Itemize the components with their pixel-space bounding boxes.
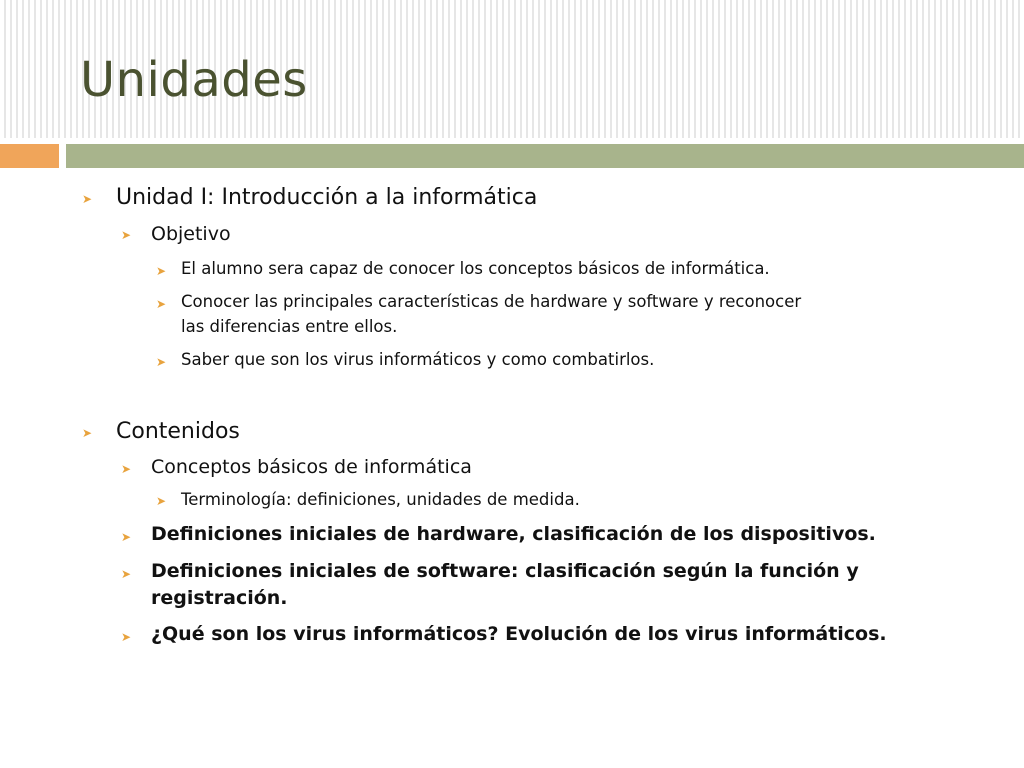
bullet-chevron-icon: ➤ bbox=[121, 530, 132, 544]
bullet-chevron-icon: ➤ bbox=[121, 228, 132, 242]
bullet-software-cont: registración. bbox=[151, 587, 288, 609]
bullet-objetivo-2-cont: las diferencias entre ellos. bbox=[181, 317, 398, 336]
bullet-objetivo-2: Conocer las principales características de hardware y software y reconocer bbox=[181, 292, 802, 311]
bullet-conceptos: Conceptos básicos de informática bbox=[151, 456, 472, 478]
bullet-objetivo: Objetivo bbox=[151, 223, 231, 245]
bullet-virus: ¿Qué son los virus informáticos? Evolución de los virus informáticos. bbox=[151, 623, 887, 645]
bullet-chevron-icon: ➤ bbox=[121, 630, 132, 644]
bullet-objetivo-3: Saber que son los virus informáticos y como combatirlos. bbox=[181, 350, 655, 369]
bullet-hardware: Definiciones iniciales de hardware, clasificación de los dispositivos. bbox=[151, 523, 876, 545]
slide-title: Unidades bbox=[80, 52, 308, 108]
bullet-unidad-1: Unidad I: Introducción a la informática bbox=[116, 185, 538, 210]
bullet-chevron-icon: ➤ bbox=[156, 355, 167, 369]
bullet-chevron-icon: ➤ bbox=[121, 567, 132, 581]
bullet-chevron-icon: ➤ bbox=[121, 462, 132, 476]
bullet-objetivo-1: El alumno sera capaz de conocer los conceptos básicos de informática. bbox=[181, 259, 770, 278]
bullet-chevron-icon: ➤ bbox=[156, 494, 167, 508]
bullet-chevron-icon: ➤ bbox=[156, 297, 167, 311]
bullet-chevron-icon: ➤ bbox=[156, 264, 167, 278]
bullet-contenidos: Contenidos bbox=[116, 419, 240, 444]
bullet-terminologia: Terminología: definiciones, unidades de medida. bbox=[181, 490, 580, 509]
bullet-software: Definiciones iniciales de software: clasificación según la función y bbox=[151, 560, 859, 582]
bullet-chevron-icon: ➤ bbox=[82, 426, 93, 440]
bullet-chevron-icon: ➤ bbox=[82, 192, 93, 206]
